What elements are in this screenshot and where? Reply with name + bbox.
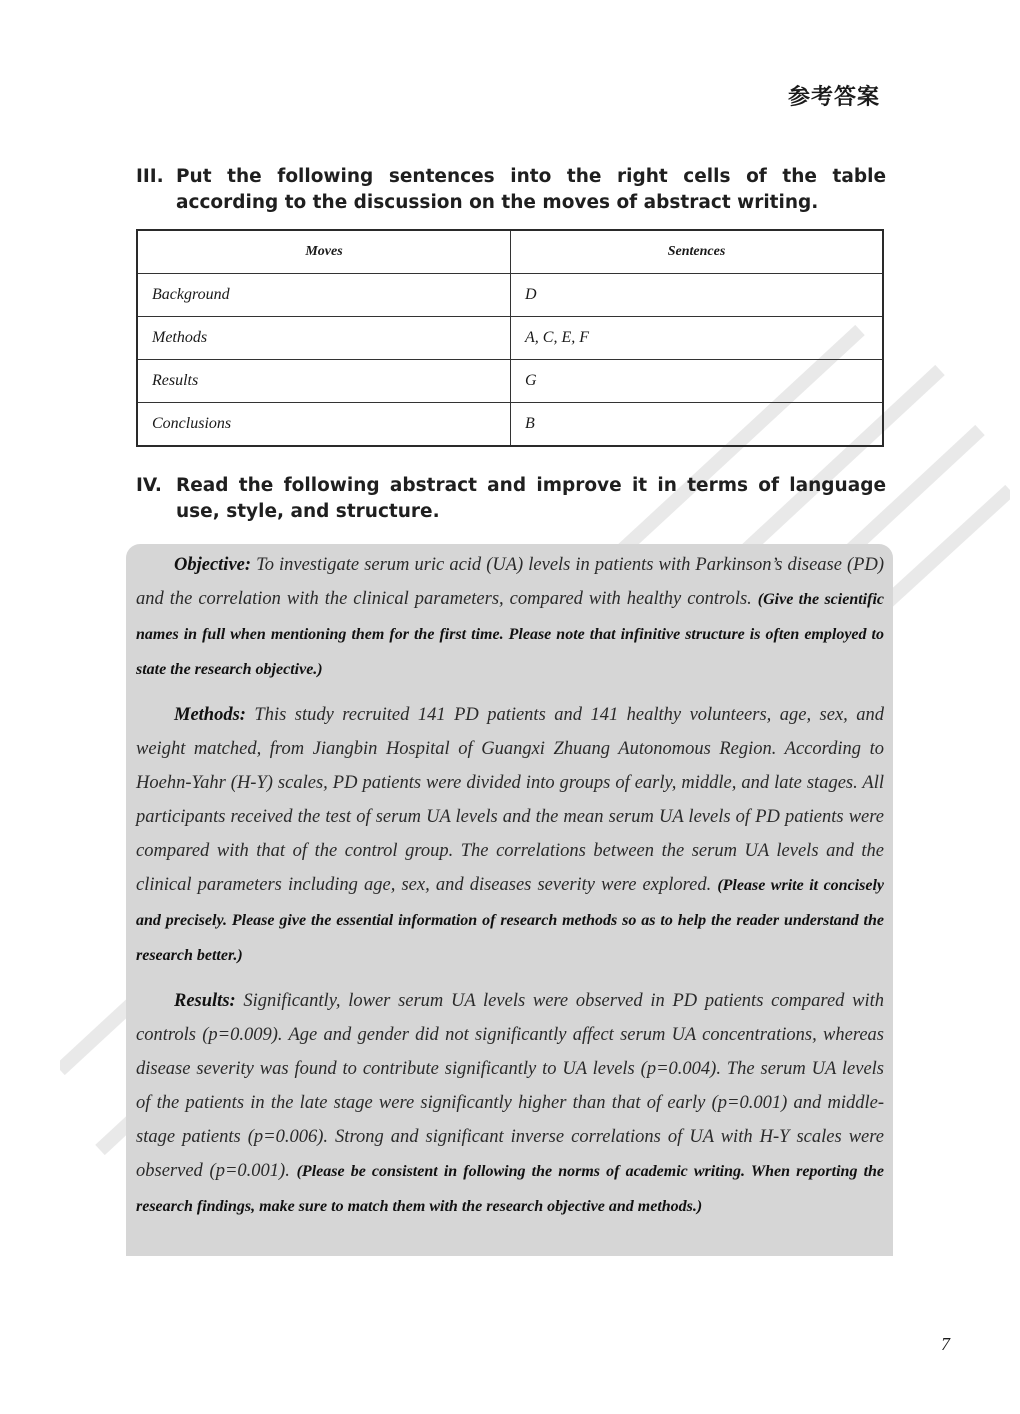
table-header-sentences: Sentences: [511, 230, 884, 274]
section-3-heading: [136, 164, 886, 216]
moves-table: [136, 229, 884, 447]
table-header-row: [137, 230, 883, 274]
table-header-moves: Moves: [137, 230, 511, 274]
methods-note: (Please write it concisely and precisely. Please give the essential information of research methods so as to help the reader understand the research better.): [136, 877, 885, 964]
table-cell-move: Methods: [137, 317, 511, 360]
methods-body: This study recruited 141 PD patients and 141 healthy volunteers, age, sex, and weight matched, from Jiangbin Hospital of Guangxi Zhuang Autonomous Region. According to Hoehn-Yahr (H-Y) scales, PD patients were divided into groups of early, middle, and late stages. All participants received the test of serum UA levels and the mean serum UA levels of PD patients were compared with that of the control group. The correlations between the serum UA levels and the clinical parameters including age, sex, and diseases severity were explored.: [136, 705, 884, 895]
page-header-title: 参考答案: [787, 85, 880, 110]
table-cell-move: Background: [137, 274, 511, 317]
section-3-text: Put the following sentences into the right cells of the table according to the discussion on the moves of abstract writing.: [176, 166, 886, 213]
table-cell-sentences: B: [511, 403, 884, 447]
objective-body: To investigate serum uric acid (UA) levels in patients with Parkinson’s disease (PD) and the correlation with the clinical parameters, compared with healthy controls.: [136, 555, 884, 609]
section-4-text: Read the following abstract and improve it in terms of language use, style, and structure.: [176, 475, 886, 522]
table-row: [137, 360, 883, 403]
table-cell-sentences: A, C, E, F: [511, 317, 884, 360]
section-3-number: III.: [136, 166, 164, 187]
abstract-results: [136, 984, 884, 1224]
table-cell-sentences: D: [511, 274, 884, 317]
page-number: 7: [941, 1334, 950, 1354]
abstract-objective: [136, 548, 884, 687]
objective-label: Objective:: [174, 555, 252, 575]
abstract-box: [126, 544, 893, 1256]
abstract-methods: [136, 698, 884, 973]
results-note: (Please be consistent in following the norms of academic writing. When reporting the research findings, make sure to match them with the research objective and methods.): [136, 1163, 885, 1215]
objective-note: (Give the scientific names in full when mentioning them for the first time. Please note that infinitive structure is often employed to state the research objective.): [136, 591, 884, 678]
section-4-number: IV.: [136, 475, 162, 496]
table-cell-move: Results: [137, 360, 511, 403]
table-row: [137, 317, 883, 360]
results-body: Significantly, lower serum UA levels were observed in PD patients compared with controls (p=0.009). Age and gender did not significantly affect serum UA concentrations, whereas disease severity was found to contribute significantly to UA levels (p=0.004). The serum UA levels of the patients in the late stage were significantly higher than that of early (p=0.001) and middle-stage patients (p=0.006). Strong and significant inverse correlations of UA with H-Y scales were observed (p=0.001).: [136, 991, 884, 1181]
methods-label: Methods:: [174, 705, 246, 725]
table-row: [137, 274, 883, 317]
results-label: Results:: [174, 991, 236, 1011]
section-4-heading: [136, 473, 886, 525]
table-row: [137, 403, 883, 447]
table-cell-sentences: G: [511, 360, 884, 403]
table-cell-move: Conclusions: [137, 403, 511, 447]
